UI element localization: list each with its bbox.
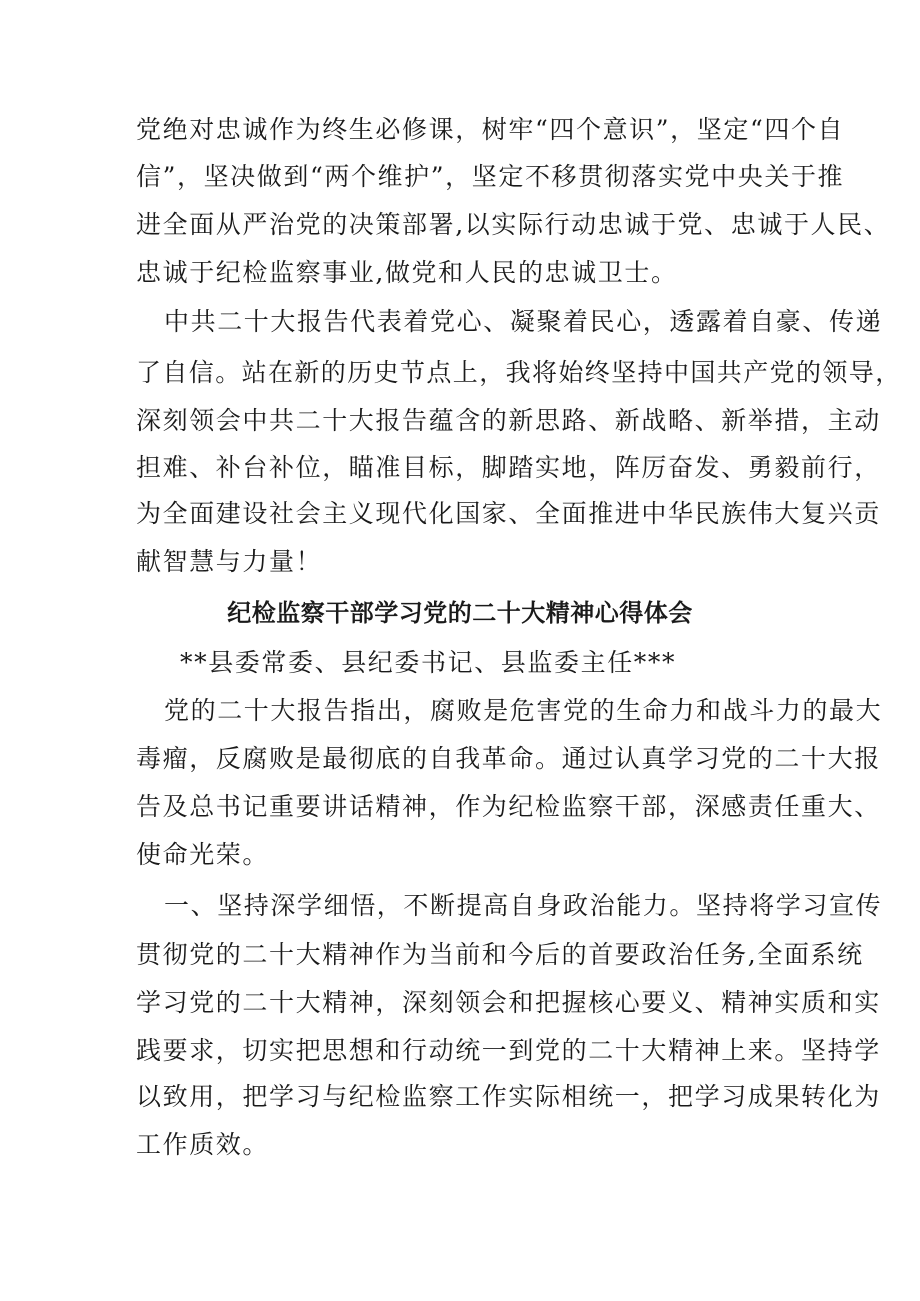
- paragraph-line: 信”，坚决做到“两个维护”，坚定不移贯彻落实党中央关于推: [136, 162, 845, 191]
- paragraph-line: 献智慧与力量！: [136, 547, 323, 576]
- paragraph-line: 中共二十大报告代表着党心、凝聚着民心，透露着自豪、传递: [164, 307, 883, 336]
- paragraph-line: 忠诚于纪检监察事业,做党和人民的忠诚卫士。: [136, 258, 678, 287]
- paragraph-line: 深刻领会中共二十大报告蕴含的新思路、新战略、新举措，主动: [136, 406, 881, 435]
- paragraph-line: 了自信。站在新的历史节点上，我将始终坚持中国共产党的领导，: [136, 358, 902, 387]
- paragraph-line: 使命光荣。: [136, 840, 270, 869]
- paragraph-line: 贯彻党的二十大精神作为当前和今后的首要政治任务,全面系统: [136, 940, 864, 969]
- author-line: **县委常委、县纪委书记、县监委主任***: [180, 648, 677, 677]
- paragraph-line: 毒瘤，反腐败是最彻底的自我革命。通过认真学习党的二十大报: [136, 744, 881, 773]
- paragraph-line: 一、坚持深学细悟，不断提高自身政治能力。坚持将学习宣传: [164, 891, 883, 920]
- paragraph-line: 以致用，把学习与纪检监察工作实际相统一，把学习成果转化为: [136, 1082, 881, 1111]
- paragraph-line: 担难、补台补位，瞄准目标，脚踏实地，阵厉奋发、勇毅前行，: [136, 453, 881, 482]
- paragraph-line: 党的二十大报告指出，腐败是危害党的生命力和战斗力的最大: [164, 696, 883, 725]
- paragraph-line: 进全面从严治党的决策部署,以实际行动忠诚于党、忠诚于人民、: [136, 210, 891, 239]
- article-title: 纪检监察干部学习党的二十大精神心得体会: [227, 599, 693, 627]
- paragraph-line: 工作质效。: [136, 1130, 270, 1159]
- paragraph-line: 为全面建设社会主义现代化国家、全面推进中华民族伟大复兴贡: [136, 499, 881, 528]
- paragraph-line: 党绝对忠诚作为终生必修课，树牢“四个意识”，坚定“四个自: [136, 115, 845, 144]
- paragraph-line: 学习党的二十大精神，深刻领会和把握核心要义、精神实质和实: [136, 988, 881, 1017]
- paragraph-line: 践要求，切实把思想和行动统一到党的二十大精神上来。坚持学: [136, 1036, 881, 1065]
- paragraph-line: 告及总书记重要讲话精神，作为纪检监察干部，深感责任重大、: [136, 792, 881, 821]
